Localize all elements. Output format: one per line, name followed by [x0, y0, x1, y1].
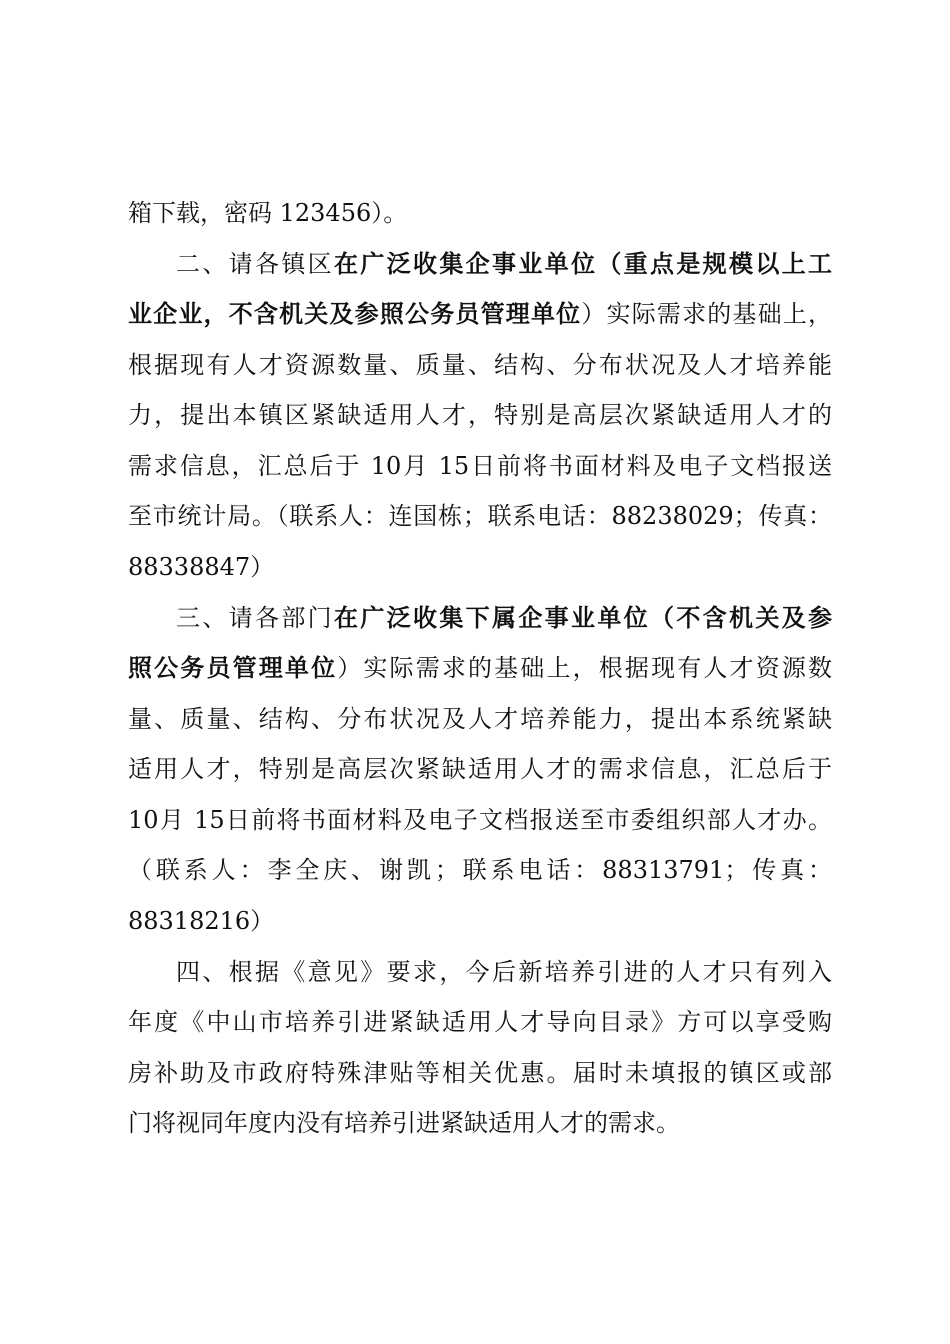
- paragraph-2-line-6: [128, 499, 832, 533]
- text-span: 10月 15日前将书面材料及电子文档报送至市委组织部人才办。: [128, 806, 832, 834]
- paragraph-2-line-7: [128, 550, 832, 584]
- bold-text-span: 照公务员管理单位: [128, 654, 338, 682]
- text-span: 88338847）: [128, 553, 275, 581]
- paragraph-2-line-4: [128, 398, 832, 432]
- text-span: 门将视同年度内没有培养引进紧缺适用人才的需求。: [128, 1109, 680, 1137]
- paragraph-3-line-6: [128, 853, 832, 887]
- text-span: 88318216）: [128, 907, 275, 935]
- text-span: 适用人才，特别是高层次紧缺适用人才的需求信息，汇总后于: [128, 755, 832, 783]
- bold-text-span: 在广泛收集企事业单位（重点是规模以上工: [334, 250, 832, 278]
- text-span: 房补助及市政府特殊津贴等相关优惠。届时未填报的镇区或部: [128, 1059, 832, 1087]
- bold-text-span: 在广泛收集下属企事业单位（不含机关及参: [334, 604, 832, 632]
- paragraph-3-line-3: [128, 702, 832, 736]
- text-span: 力，提出本镇区紧缺适用人才，特别是高层次紧缺适用人才的: [128, 401, 832, 429]
- text-span: 年度《中山市培养引进紧缺适用人才导向目录》方可以享受购: [128, 1008, 832, 1036]
- paragraph-3-line-4: [128, 752, 832, 786]
- bold-text-span: 业企业，不含机关及参照公务员管理单位: [128, 300, 582, 328]
- paragraph-1-line-1: [128, 196, 832, 230]
- text-span: 箱下载，密码 123456）。: [128, 199, 408, 227]
- paragraph-2-line-5: [128, 449, 832, 483]
- paragraph-2-line-2: [128, 297, 832, 331]
- text-span: （联系人：李全庆、谢凯；联系电话：88313791；传真：: [128, 856, 832, 884]
- text-span: 四、根据《意见》要求，今后新培养引进的人才只有列入: [176, 958, 832, 986]
- paragraph-4-line-3: [128, 1056, 832, 1090]
- text-span: 根据现有人才资源数量、质量、结构、分布状况及人才培养能: [128, 351, 832, 379]
- text-span: ）实际需求的基础上，根据现有人才资源数: [337, 654, 833, 682]
- text-span: ）实际需求的基础上，: [581, 300, 833, 328]
- paragraph-3-line-1: [176, 601, 832, 635]
- paragraph-2-line-1: [176, 247, 832, 281]
- paragraph-3-line-5: [128, 803, 832, 837]
- paragraph-4-line-4: [128, 1106, 832, 1140]
- text-span: 需求信息，汇总后于 10月 15日前将书面材料及电子文档报送: [128, 452, 832, 480]
- text-span: 二、请各镇区: [176, 250, 334, 278]
- text-span: 三、请各部门: [176, 604, 334, 632]
- paragraph-4-line-2: [128, 1005, 832, 1039]
- text-span: 量、质量、结构、分布状况及人才培养能力，提出本系统紧缺: [128, 705, 832, 733]
- text-span: 至市统计局。（联系人：连国栋；联系电话：88238029；传真：: [128, 502, 832, 530]
- paragraph-2-line-3: [128, 348, 832, 382]
- paragraph-3-line-2: [128, 651, 832, 685]
- paragraph-3-line-7: [128, 904, 832, 938]
- paragraph-4-line-1: [176, 955, 832, 989]
